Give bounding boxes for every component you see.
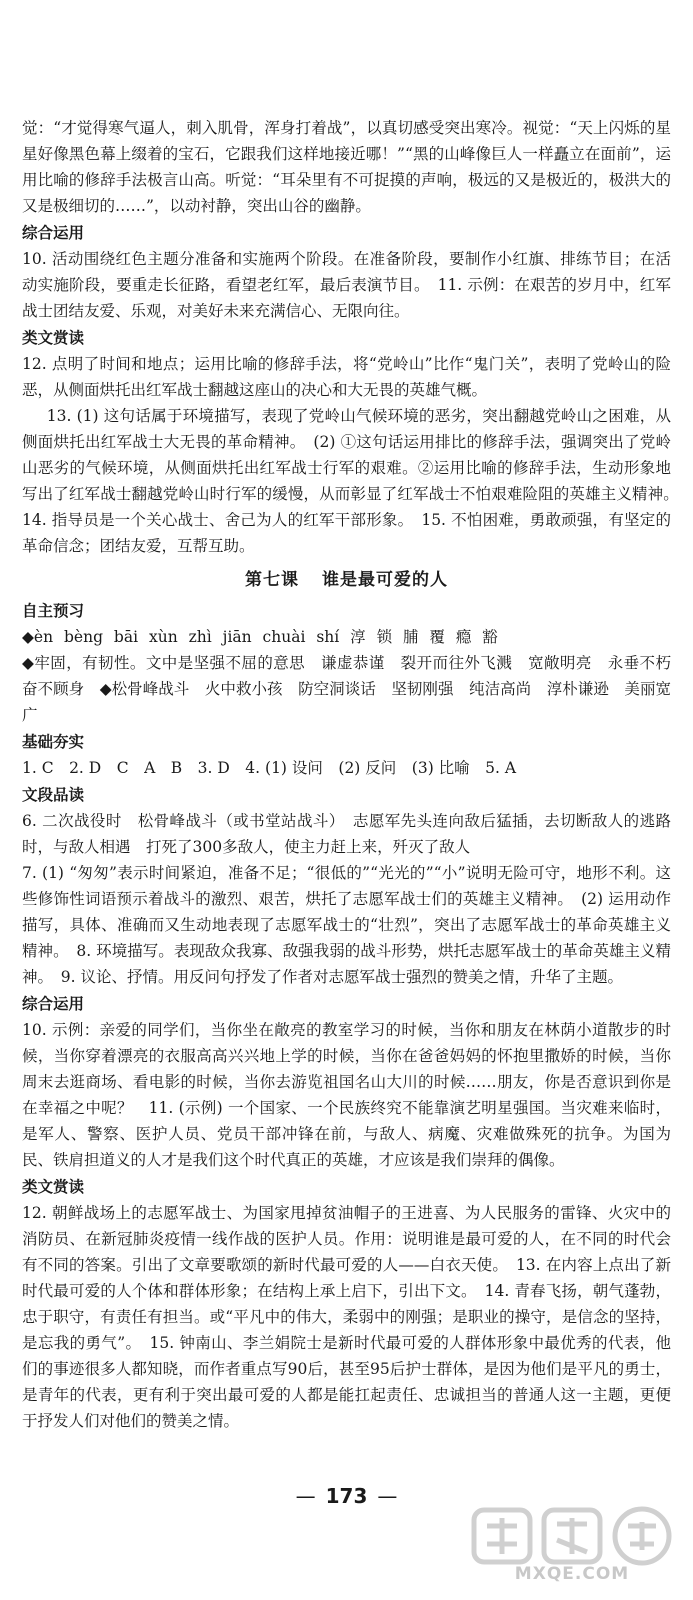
watermark-icon (462, 1500, 682, 1570)
section-heading-comprehensive-2: 综合运用 (22, 995, 85, 1013)
answer-12-paragraph: 12. 点明了时间和地点；运用比喻的修辞手法，将“党岭山”比作“鬼门关”，表明了党岭山的险恶，从侧面烘托出红军战士翻越这座山的决心和大无畏的英雄气概。 (22, 355, 671, 399)
page-number: — 173 — (295, 1484, 398, 1508)
lesson-title (22, 565, 671, 595)
section-heading-comprehensive-1: 综合运用 (22, 224, 85, 242)
pinyin-line: ◆èn bèng bāi xùn zhì jiān chuài shí 淳 锁 脯 覆 瘾 豁 (22, 628, 498, 646)
answer-6-paragraph: 6. 二次战役时 松骨峰战斗（或书堂站战斗） 志愿军先头连向敌后猛插，去切断敌人的逃路时，与敌人相遇 打死了300多敌人，使主力赶上来，歼灭了敌人 (22, 812, 671, 856)
watermark-text: MXQE.COM (514, 1564, 630, 1584)
top-paragraph: 觉：“才觉得寒气逼人，刺入肌骨，浑身打着战”，以真切感受突出寒冷。视觉：“天上闪烁的星星好像黑色幕上缀着的宝石，它跟我们这样地接近哪！”“黑的山峰像巨人一样矗立在面前”，运用比喻的修辞手法极言山高。听觉：“耳朵里有不可捉摸的声响，极远的又是极近的，极洪大的又是极细切的……”，以动衬静，突出山谷的幽静。 (22, 119, 671, 215)
page-number-value: 173 (325, 1484, 368, 1508)
section-text-comprehensive-1: 10. 活动围绕红色主题分准备和实施两个阶段。在准备阶段，要制作小红旗、排练节目；在活动实施阶段，要重走长征路，看望老红军，最后表演节目。 11. 示例：在艰苦的岁月中，红军战士团结友爱、乐观，对美好未来充满信心、无限向往。 (22, 250, 671, 320)
answer-13-15-paragraph: 13. (1) 这句话属于环境描写，表现了党岭山气候环境的恶劣，突出翻越党岭山之困难，从侧面烘托出红军战士大无畏的革命精神。 (2) ①这句话运用排比的修辞手法，强调突出了党岭山恶劣的气候环境，从侧面烘托出红军战士行军的艰难。②运用比喻的修辞手法，生动形象地写出了红军战士翻越党岭山时行军的缓慢，从而彰显了红军战士不怕艰难险阻的英雄主义精神。 14. 指导员是一个关心战士、舍己为人的红军干部形象。 15. 不怕困难，勇敢顽强，有坚定的革命信念；团结友爱，互帮互助。 (22, 407, 687, 555)
section-heading-preview: 自主预习 (22, 602, 85, 620)
section-heading-passage-reading: 文段品读 (22, 786, 85, 804)
vocabulary-answers: ◆牢固，有韧性。文中是坚强不屈的意思 谦虚恭谨 裂开而往外飞溅 宽敞明亮 永垂不朽 奋不顾身 ◆松骨峰战斗 火中救小孩 防空洞谈话 坚韧刚强 纯洁高尚 淳朴谦逊 美丽宽广 (22, 654, 687, 724)
watermark-logo (462, 1500, 682, 1592)
answer-7-9-paragraph: 7. (1) “匆匆”表示时间紧迫，准备不足；“很低的”“光光的”“小”说明无险可守，地形不利。这些修饰性词语预示着战斗的激烈、艰苦，烘托了志愿军战士们的英雄主义精神。 (2) 运用动作描写，具体、准确而又生动地表现了志愿军战士的“壮烈”，突出了志愿军战士的革命英雄主义精神。 8. 环境描写。表现敌众我寡、敌强我弱的战斗形势，烘托志愿军战士的革命英雄主义精神。 9. 议论、抒情。用反问句抒发了作者对志愿军战士强烈的赞美之情，升华了主题。 (22, 864, 671, 986)
section-text-comprehensive-2: 10. 示例：亲爱的同学们，当你坐在敞亮的教室学习的时候，当你和朋友在林荫小道散步的时候，当你穿着漂亮的衣服高高兴兴地上学的时候，当你在爸爸妈妈的怀抱里撒娇的时候，当你周末去逛商场、看电影的时候，当你去游览祖国名山大川的时候……朋友，你是否意识到你是在幸福之中呢？ 11. (示例) 一个国家、一个民族终究不能靠演艺明星强国。当灾难来临时，是军人、警察、医护人员、党员干部冲锋在前，与敌人、病魔、灾难做殊死的抗争。为国为民、铁肩担道义的人才是我们这个时代真正的英雄，才应该是我们崇拜的偶像。 (22, 1021, 671, 1169)
basics-answers: 1. C 2. D C A B 3. D 4. (1) 设问 (2) 反问 (3) 比喻 5. A (22, 759, 517, 777)
lesson-name: 谁是最可爱的人 (321, 570, 448, 590)
section-heading-basics: 基础夯实 (22, 733, 85, 751)
section-text-similar-reading-2: 12. 朝鲜战场上的志愿军战士、为国家甩掉贫油帽子的王进喜、为人民服务的雷锋、火灾中的消防员、在新冠肺炎疫情一线作战的医护人员。作用：说明谁是最可爱的人，在不同的时代会有不同的答案。引出了文章要歌颂的新时代最可爱的人——白衣天使。 13. 在内容上点出了新时代最可爱的人个体和群体形象；在结构上承上启下，引出下文。 14. 青春飞扬，朝气蓬勃，忠于职守，有责任有担当。或“平凡中的伟大，柔弱中的刚强；是职业的操守，是信念的坚持，是忘我的勇气”。 15. 钟南山、李兰娟院士是新时代最可爱的人群体形象中最优秀的代表，他们的事迹很多人都知晓，而作者重点写90后，甚至95后护士群体，是因为他们是平凡的勇士，是青年的代表，更有利于突出最可爱的人都是能扛起责任、忠诚担当的普通人这一主题，更便于抒发人们对他们的赞美之情。 (22, 1204, 671, 1430)
section-heading-similar-reading-2: 类文赏读 (22, 1178, 85, 1196)
section-heading-similar-reading-1: 类文赏读 (22, 329, 85, 347)
lesson-number: 第七课 (245, 570, 300, 590)
